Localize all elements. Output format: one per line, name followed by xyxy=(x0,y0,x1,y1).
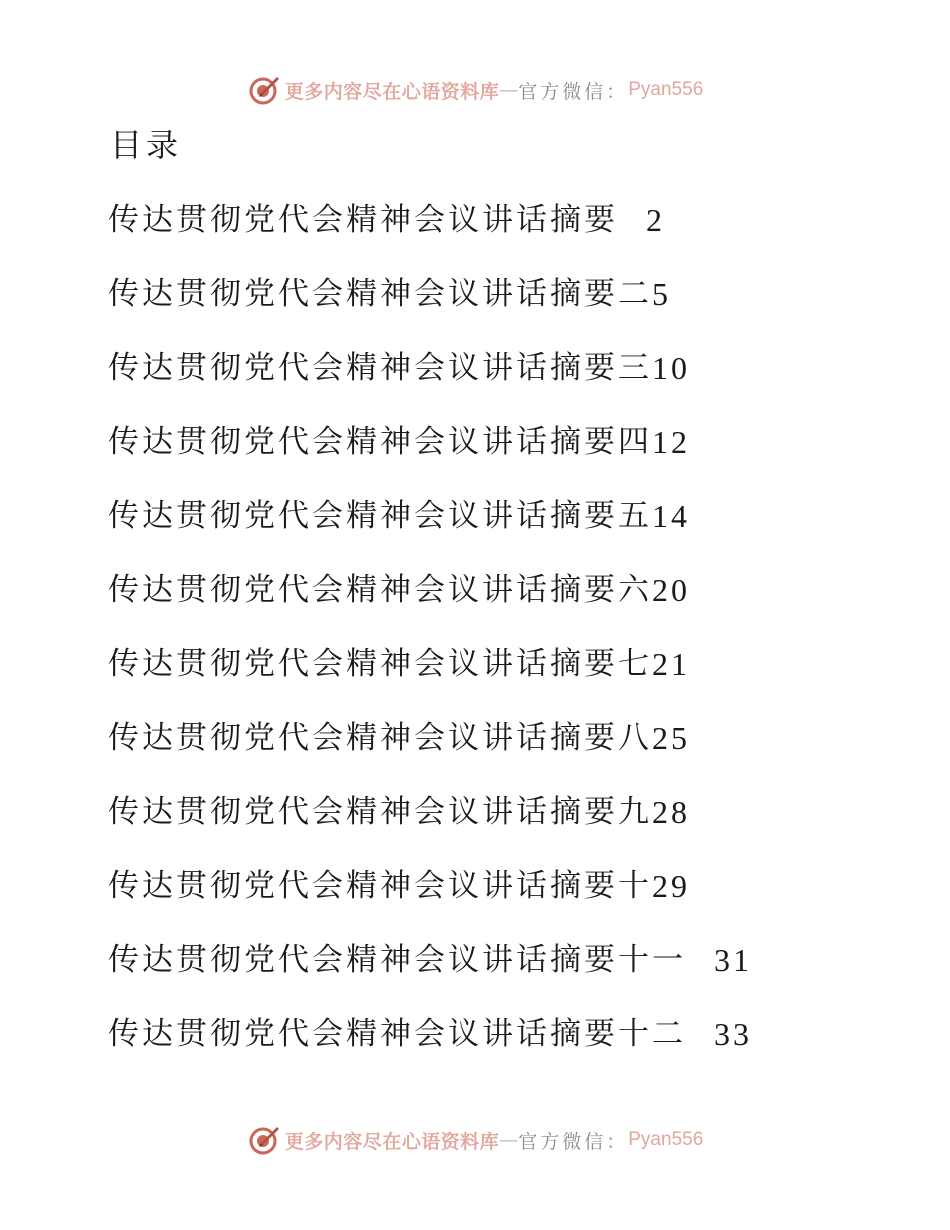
toc-entry[interactable] xyxy=(108,344,908,418)
pen-seal-logo-icon xyxy=(247,1123,281,1157)
pen-seal-logo-icon xyxy=(247,73,281,107)
toc-entry[interactable] xyxy=(108,1010,908,1084)
toc-entry-page: 21 xyxy=(652,646,690,682)
toc-entry-label: 传达贯彻党代会精神会议讲话摘要五 xyxy=(108,498,652,534)
banner-wechat-id: Pyan556 xyxy=(628,1129,704,1150)
toc-entry-page: 12 xyxy=(652,424,690,460)
toc-entry-page: 20 xyxy=(652,572,690,608)
footer-banner xyxy=(0,1120,950,1160)
toc-entry-label: 传达贯彻党代会精神会议讲话摘要十一 xyxy=(108,942,686,978)
toc-entry-page: 31 xyxy=(714,942,752,978)
toc-entry[interactable] xyxy=(108,788,908,862)
banner-text: 更多内容尽在心语资料库 xyxy=(284,80,500,103)
toc-entry-label: 传达贯彻党代会精神会议讲话摘要九 xyxy=(108,794,652,830)
banner-wechat-id: Pyan556 xyxy=(628,79,704,100)
toc-entry-label: 传达贯彻党代会精神会议讲话摘要十二 xyxy=(108,1016,686,1052)
toc-entry-page: 2 xyxy=(646,202,665,238)
toc-entry[interactable] xyxy=(108,640,908,714)
toc-title: 目录 xyxy=(110,126,183,164)
toc-entry[interactable] xyxy=(108,492,908,566)
banner-text: 更多内容尽在心语资料库 xyxy=(284,1130,500,1153)
toc-entry-label: 传达贯彻党代会精神会议讲话摘要七 xyxy=(108,646,652,682)
toc-entry[interactable] xyxy=(108,418,908,492)
toc-entry-page: 25 xyxy=(652,720,690,756)
toc-entry-label: 传达贯彻党代会精神会议讲话摘要六 xyxy=(108,572,652,608)
toc-entry-page: 28 xyxy=(652,794,690,830)
toc-entry-page: 29 xyxy=(652,868,690,904)
toc-entry[interactable] xyxy=(108,936,908,1010)
toc-entry-label: 传达贯彻党代会精神会议讲话摘要八 xyxy=(108,720,652,756)
toc-entry-label: 传达贯彻党代会精神会议讲话摘要 xyxy=(108,202,618,238)
banner-wechat-label: 官方微信： xyxy=(518,80,629,103)
toc-entry-label: 传达贯彻党代会精神会议讲话摘要四 xyxy=(108,424,652,460)
toc-list xyxy=(108,196,908,1084)
toc-entry-label: 传达贯彻党代会精神会议讲话摘要二 xyxy=(108,276,652,312)
toc-entry[interactable] xyxy=(108,862,908,936)
toc-entry-label: 传达贯彻党代会精神会议讲话摘要三 xyxy=(108,350,652,386)
toc-entry-page: 5 xyxy=(652,276,671,312)
banner-separator: — xyxy=(499,79,519,101)
toc-entry[interactable] xyxy=(108,714,908,788)
toc-entry-label: 传达贯彻党代会精神会议讲话摘要十 xyxy=(108,868,652,904)
toc-entry[interactable] xyxy=(108,566,908,640)
toc-entry-page: 10 xyxy=(652,350,690,386)
banner-separator: — xyxy=(499,1129,519,1151)
toc-entry[interactable] xyxy=(108,196,908,270)
toc-entry[interactable] xyxy=(108,270,908,344)
toc-entry-page: 33 xyxy=(714,1016,752,1052)
header-banner xyxy=(0,70,950,110)
banner-wechat-label: 官方微信： xyxy=(518,1130,629,1153)
toc-entry-page: 14 xyxy=(652,498,690,534)
